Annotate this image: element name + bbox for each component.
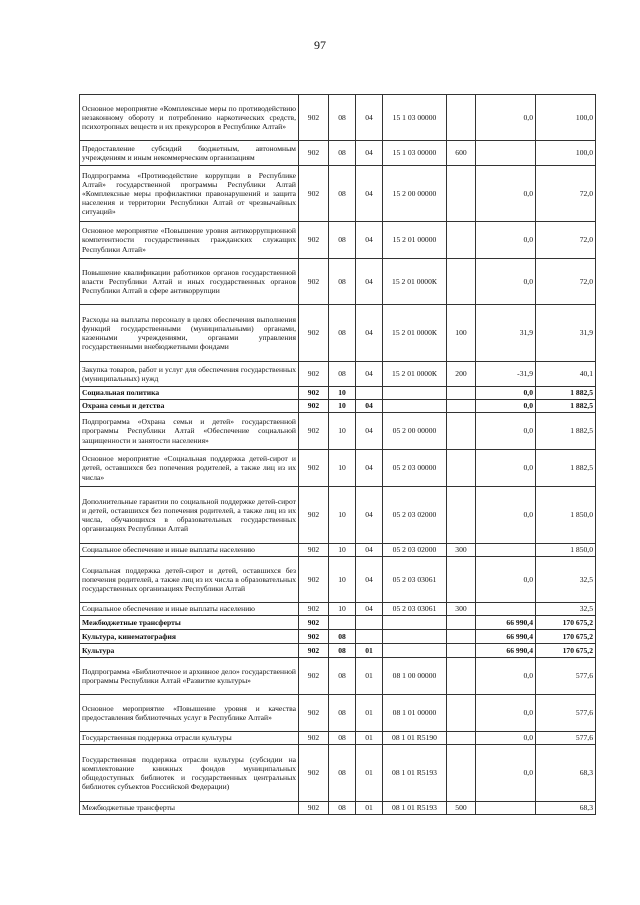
row-subsection-code: 01	[356, 745, 383, 802]
row-amount-change: 0,0	[476, 450, 536, 487]
row-amount-change: 0,0	[476, 658, 536, 695]
table-row	[80, 544, 596, 557]
row-section-code: 08	[329, 658, 356, 695]
row-expense-type: 200	[447, 362, 476, 387]
row-target-article: 15 1 03 00000	[383, 141, 447, 166]
row-grbs-code: 902	[299, 644, 329, 658]
row-target-article: 05 2 03 00000	[383, 450, 447, 487]
row-amount-total: 1 882,5	[536, 400, 596, 413]
row-target-article: 15 2 00 00000	[383, 166, 447, 222]
row-amount-total: 577,6	[536, 658, 596, 695]
row-subsection-code: 04	[356, 487, 383, 544]
row-description: Социальное обеспечение и иные выплаты населению	[80, 603, 299, 616]
row-expense-type: 300	[447, 603, 476, 616]
row-description: Закупка товаров, работ и услуг для обеспечения государственных (муниципальных) нужд	[80, 362, 299, 387]
table-row	[80, 166, 596, 222]
table-row	[80, 141, 596, 166]
row-description: Основное мероприятие «Повышение уровня и качества предоставления библиотечных услуг в Республике Алтай»	[80, 695, 299, 732]
table-row	[80, 802, 596, 815]
row-description: Социальная поддержка детей-сирот и детей, оставшихся без попечения родителей, а также лиц из их числа в образовательных государственных организациях Республики Алтай	[80, 557, 299, 603]
row-subsection-code: 01	[356, 658, 383, 695]
row-description: Межбюджетные трансферты	[80, 802, 299, 815]
row-section-code: 08	[329, 95, 356, 141]
row-grbs-code: 902	[299, 695, 329, 732]
row-description: Предоставление субсидий бюджетным, автономным учреждениям и иным некоммерческим организациям	[80, 141, 299, 166]
row-target-article: 15 2 01 0000К	[383, 305, 447, 362]
row-subsection-code: 04	[356, 413, 383, 450]
table-row	[80, 695, 596, 732]
row-section-code: 08	[329, 259, 356, 305]
row-amount-total: 1 850,0	[536, 487, 596, 544]
row-section-code: 08	[329, 166, 356, 222]
row-grbs-code: 902	[299, 305, 329, 362]
table-row	[80, 616, 596, 630]
row-expense-type	[447, 745, 476, 802]
row-description: Подпрограмма «Библиотечное и архивное дело» государственной программы Республики Алтай «Развитие культуры»	[80, 658, 299, 695]
row-amount-change: 0,0	[476, 387, 536, 400]
row-grbs-code: 902	[299, 400, 329, 413]
row-expense-type	[447, 644, 476, 658]
row-amount-total: 1 882,5	[536, 450, 596, 487]
table-row	[80, 732, 596, 745]
row-subsection-code: 04	[356, 603, 383, 616]
row-amount-total: 68,3	[536, 802, 596, 815]
row-target-article: 05 2 03 02000	[383, 487, 447, 544]
page-number: 97	[314, 38, 326, 52]
row-target-article: 15 2 01 0000К	[383, 259, 447, 305]
row-amount-total: 170 675,2	[536, 630, 596, 644]
row-expense-type	[447, 387, 476, 400]
row-section-code: 10	[329, 557, 356, 603]
row-grbs-code: 902	[299, 802, 329, 815]
row-section-code: 08	[329, 745, 356, 802]
table-row	[80, 644, 596, 658]
row-grbs-code: 902	[299, 95, 329, 141]
row-grbs-code: 902	[299, 487, 329, 544]
row-section-code: 10	[329, 400, 356, 413]
table-row	[80, 413, 596, 450]
row-description: Подпрограмма «Противодействие коррупции в Республике Алтай» государственной программы Республики Алтай «Комплексные меры профилактики правонарушений и защита населения и территории Республики Алтай от чрезвычайных ситуаций»	[80, 166, 299, 222]
row-grbs-code: 902	[299, 166, 329, 222]
row-target-article: 15 2 01 00000	[383, 222, 447, 259]
row-amount-total: 577,6	[536, 732, 596, 745]
row-amount-change: 0,0	[476, 95, 536, 141]
row-expense-type	[447, 630, 476, 644]
row-section-code: 10	[329, 387, 356, 400]
row-subsection-code: 04	[356, 544, 383, 557]
row-subsection-code	[356, 630, 383, 644]
row-amount-change: 66 990,4	[476, 616, 536, 630]
row-target-article: 08 1 00 00000	[383, 658, 447, 695]
budget-table-body	[80, 95, 596, 815]
row-description: Основное мероприятие «Социальная поддержка детей-сирот и детей, оставшихся без попечения родителей, а также лиц из их числа»	[80, 450, 299, 487]
row-section-code: 10	[329, 487, 356, 544]
table-row	[80, 745, 596, 802]
table-row	[80, 557, 596, 603]
row-section-code: 08	[329, 802, 356, 815]
row-amount-change: 66 990,4	[476, 630, 536, 644]
row-target-article	[383, 400, 447, 413]
row-target-article: 05 2 03 03061	[383, 557, 447, 603]
table-row	[80, 259, 596, 305]
row-expense-type	[447, 616, 476, 630]
row-target-article	[383, 644, 447, 658]
row-section-code: 08	[329, 305, 356, 362]
row-amount-total: 32,5	[536, 557, 596, 603]
row-description: Расходы на выплаты персоналу в целях обеспечения выполнения функций государственными (муниципальными) органами, казенными учреждениями, органами управления государственными внебюджетными фондами	[80, 305, 299, 362]
row-section-code: 08	[329, 644, 356, 658]
row-amount-total: 40,1	[536, 362, 596, 387]
row-subsection-code	[356, 616, 383, 630]
row-section-code: 08	[329, 695, 356, 732]
row-subsection-code: 04	[356, 557, 383, 603]
row-section-code: 10	[329, 544, 356, 557]
row-expense-type	[447, 658, 476, 695]
row-grbs-code: 902	[299, 222, 329, 259]
row-target-article: 05 2 00 00000	[383, 413, 447, 450]
row-target-article: 15 2 01 0000К	[383, 362, 447, 387]
row-grbs-code: 902	[299, 387, 329, 400]
row-amount-change: 0,0	[476, 400, 536, 413]
row-amount-total: 1 850,0	[536, 544, 596, 557]
row-grbs-code: 902	[299, 557, 329, 603]
row-subsection-code: 04	[356, 259, 383, 305]
row-description: Государственная поддержка отрасли культуры (субсидии на комплектование книжных фондов муниципальных общедоступных библиотек и государственных центральных библиотек субъектов Российской Федерации)	[80, 745, 299, 802]
row-amount-change: 0,0	[476, 413, 536, 450]
row-grbs-code: 902	[299, 658, 329, 695]
table-row	[80, 450, 596, 487]
row-amount-total: 577,6	[536, 695, 596, 732]
row-grbs-code: 902	[299, 362, 329, 387]
row-section-code: 08	[329, 362, 356, 387]
row-expense-type	[447, 557, 476, 603]
table-row	[80, 658, 596, 695]
row-amount-change: 0,0	[476, 745, 536, 802]
table-row	[80, 603, 596, 616]
row-subsection-code: 01	[356, 802, 383, 815]
row-target-article	[383, 387, 447, 400]
row-description: Социальное обеспечение и иные выплаты населению	[80, 544, 299, 557]
row-expense-type: 600	[447, 141, 476, 166]
row-amount-change: 31,9	[476, 305, 536, 362]
row-amount-total: 72,0	[536, 222, 596, 259]
row-grbs-code: 902	[299, 544, 329, 557]
row-description: Охрана семьи и детства	[80, 400, 299, 413]
row-section-code: 10	[329, 450, 356, 487]
row-subsection-code: 04	[356, 166, 383, 222]
row-amount-change	[476, 544, 536, 557]
row-description: Основное мероприятие «Повышение уровня антикоррупционной компетентности государственных гражданских служащих Республики Алтай»	[80, 222, 299, 259]
row-section-code: 08	[329, 141, 356, 166]
row-expense-type: 100	[447, 305, 476, 362]
row-expense-type	[447, 732, 476, 745]
row-subsection-code: 04	[356, 400, 383, 413]
row-subsection-code: 04	[356, 305, 383, 362]
budget-table	[79, 94, 596, 815]
row-subsection-code: 01	[356, 695, 383, 732]
row-subsection-code: 01	[356, 732, 383, 745]
table-row	[80, 487, 596, 544]
row-grbs-code: 902	[299, 413, 329, 450]
row-target-article: 08 1 01 R5193	[383, 745, 447, 802]
row-subsection-code: 04	[356, 95, 383, 141]
row-expense-type	[447, 259, 476, 305]
row-description: Подпрограмма «Охрана семьи и детей» государственной программы Республики Алтай «Обеспечение социальной защищенности и занятости населения»	[80, 413, 299, 450]
row-target-article: 05 2 03 03061	[383, 603, 447, 616]
row-amount-change	[476, 141, 536, 166]
row-amount-total: 100,0	[536, 95, 596, 141]
row-subsection-code: 04	[356, 141, 383, 166]
row-grbs-code: 902	[299, 732, 329, 745]
row-section-code: 10	[329, 413, 356, 450]
row-expense-type	[447, 487, 476, 544]
row-target-article: 08 1 01 R5193	[383, 802, 447, 815]
row-grbs-code: 902	[299, 745, 329, 802]
row-subsection-code: 01	[356, 644, 383, 658]
table-row	[80, 387, 596, 400]
row-description: Культура, кинематография	[80, 630, 299, 644]
row-grbs-code: 902	[299, 603, 329, 616]
row-amount-total: 170 675,2	[536, 644, 596, 658]
row-amount-change: 0,0	[476, 166, 536, 222]
table-row	[80, 400, 596, 413]
row-expense-type: 500	[447, 802, 476, 815]
row-amount-total: 100,0	[536, 141, 596, 166]
row-description: Повышение квалификации работников органов государственной власти Республики Алтай и иных государственных органов Республики Алтай в сфере антикоррупции	[80, 259, 299, 305]
table-row	[80, 222, 596, 259]
row-amount-change: 0,0	[476, 695, 536, 732]
row-target-article: 15 1 03 00000	[383, 95, 447, 141]
table-row	[80, 95, 596, 141]
table-row	[80, 362, 596, 387]
row-subsection-code: 04	[356, 450, 383, 487]
row-grbs-code: 902	[299, 141, 329, 166]
row-section-code: 08	[329, 630, 356, 644]
row-target-article: 08 1 01 00000	[383, 695, 447, 732]
row-amount-total: 1 882,5	[536, 413, 596, 450]
table-row	[80, 305, 596, 362]
row-amount-total: 32,5	[536, 603, 596, 616]
row-description: Межбюджетные трансферты	[80, 616, 299, 630]
row-amount-change: 0,0	[476, 222, 536, 259]
row-subsection-code	[356, 387, 383, 400]
row-expense-type	[447, 695, 476, 732]
row-amount-total: 1 882,5	[536, 387, 596, 400]
row-section-code: 08	[329, 732, 356, 745]
row-target-article: 08 1 01 R5190	[383, 732, 447, 745]
row-grbs-code: 902	[299, 450, 329, 487]
row-description: Социальная политика	[80, 387, 299, 400]
row-expense-type	[447, 413, 476, 450]
row-amount-change	[476, 802, 536, 815]
row-expense-type	[447, 400, 476, 413]
row-description: Культура	[80, 644, 299, 658]
row-section-code: 08	[329, 222, 356, 259]
row-section-code: 10	[329, 603, 356, 616]
row-amount-change	[476, 603, 536, 616]
row-amount-total: 72,0	[536, 166, 596, 222]
row-subsection-code: 04	[356, 362, 383, 387]
row-amount-change: 0,0	[476, 259, 536, 305]
row-amount-change: 0,0	[476, 487, 536, 544]
row-amount-total: 72,0	[536, 259, 596, 305]
row-target-article	[383, 616, 447, 630]
row-amount-total: 170 675,2	[536, 616, 596, 630]
row-grbs-code: 902	[299, 616, 329, 630]
row-description: Государственная поддержка отрасли культуры	[80, 732, 299, 745]
row-subsection-code: 04	[356, 222, 383, 259]
row-amount-change: 66 990,4	[476, 644, 536, 658]
row-expense-type	[447, 166, 476, 222]
row-amount-change: 0,0	[476, 732, 536, 745]
row-expense-type	[447, 450, 476, 487]
row-description: Основное мероприятие «Комплексные меры по противодействию незаконному обороту и потреблению наркотических средств, психотропных веществ и их прекурсоров в Республике Алтай»	[80, 95, 299, 141]
row-amount-change: -31,9	[476, 362, 536, 387]
row-expense-type	[447, 95, 476, 141]
row-target-article: 05 2 03 02000	[383, 544, 447, 557]
row-amount-change: 0,0	[476, 557, 536, 603]
row-grbs-code: 902	[299, 259, 329, 305]
row-expense-type	[447, 222, 476, 259]
row-target-article	[383, 630, 447, 644]
row-amount-total: 68,3	[536, 745, 596, 802]
row-amount-total: 31,9	[536, 305, 596, 362]
row-section-code	[329, 616, 356, 630]
row-description: Дополнительные гарантии по социальной поддержке детей-сирот и детей, оставшихся без попечения родителей, а также лиц из их числа, обучающихся в образовательных государственных организациях Республики Алтай	[80, 487, 299, 544]
row-grbs-code: 902	[299, 630, 329, 644]
row-expense-type: 300	[447, 544, 476, 557]
table-row	[80, 630, 596, 644]
